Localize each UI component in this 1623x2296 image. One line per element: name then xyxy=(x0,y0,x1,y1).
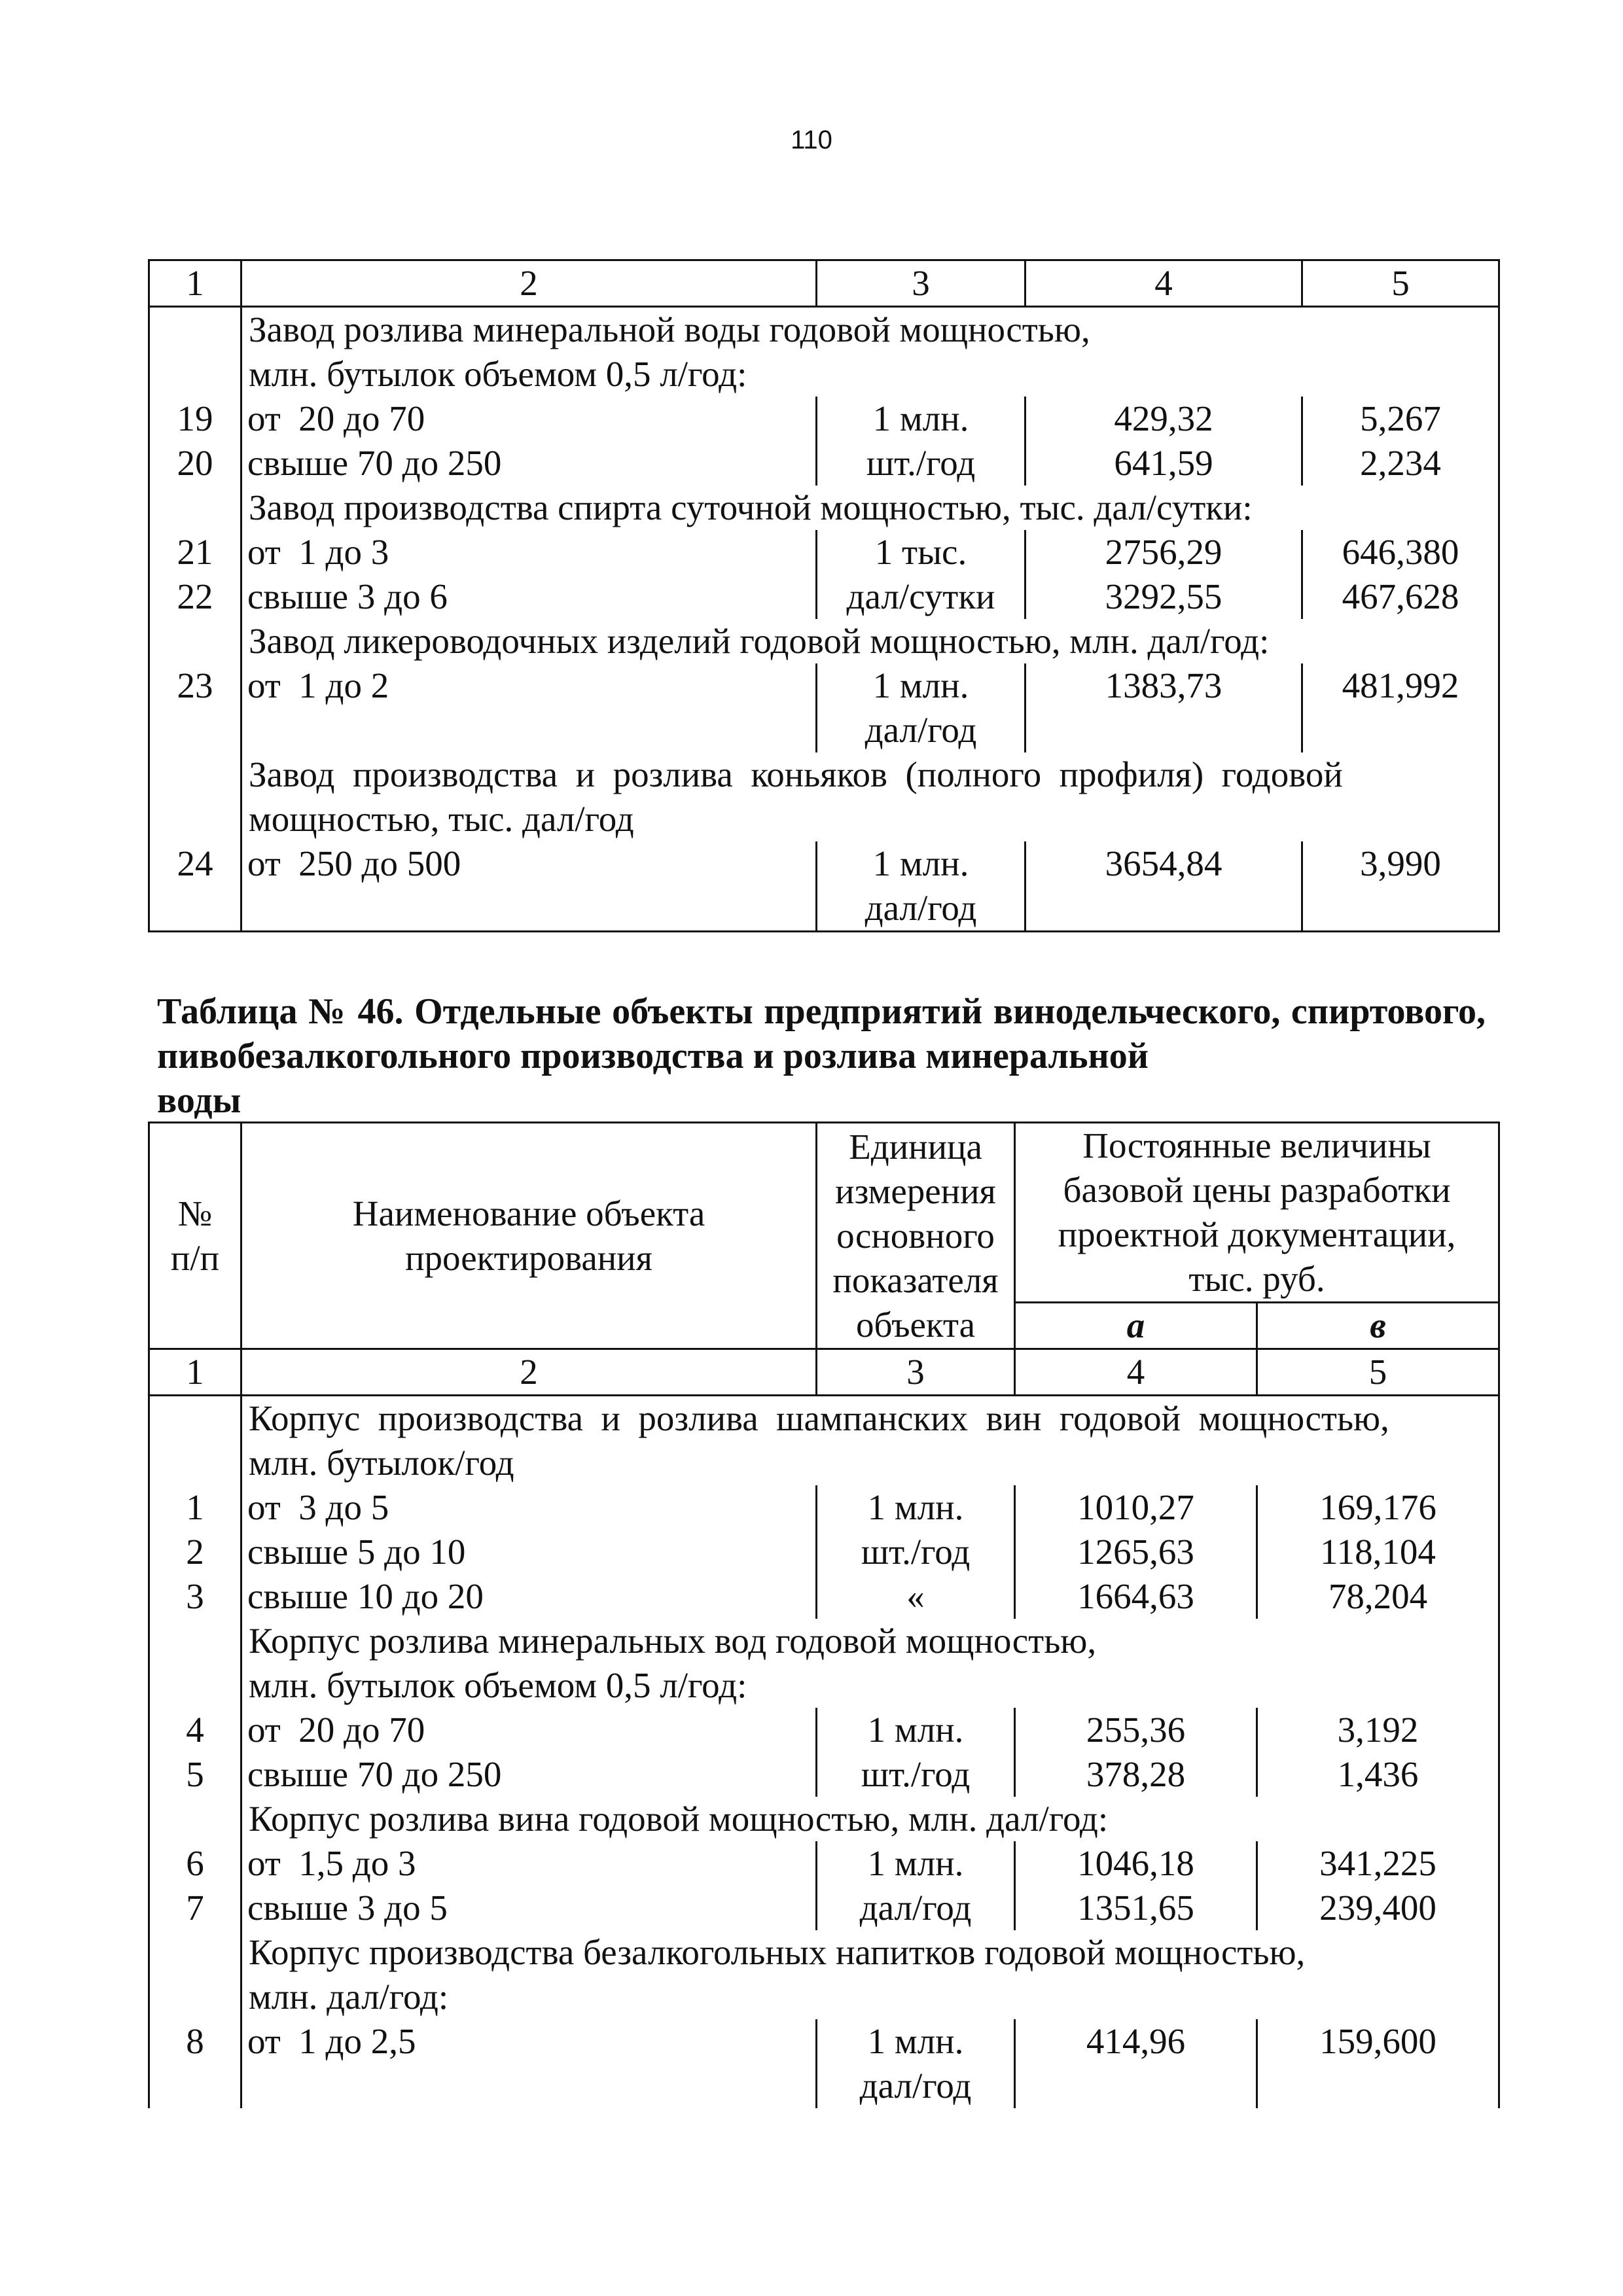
value-a: 378,28 xyxy=(1015,1752,1257,1797)
empty-cell xyxy=(149,307,241,353)
value-a xyxy=(1026,886,1302,932)
object-name: от 3 до 5 xyxy=(241,1485,817,1530)
value-a: 1664,63 xyxy=(1015,1574,1257,1619)
group-heading-row xyxy=(149,352,1499,397)
column-number: 4 xyxy=(1015,1349,1257,1396)
table-row xyxy=(149,1485,1499,1530)
column-number: 2 xyxy=(241,260,817,307)
row-number xyxy=(149,708,241,752)
table-row xyxy=(149,1752,1499,1797)
empty-cell xyxy=(149,1930,241,1975)
empty-cell xyxy=(149,352,241,397)
table-row xyxy=(149,397,1499,441)
object-name: свыше 70 до 250 xyxy=(241,441,817,486)
value-b: 3,990 xyxy=(1360,843,1441,883)
group-heading: млн. дал/год: xyxy=(249,1977,449,2017)
row-number: 4 xyxy=(149,1708,241,1752)
value-b: 2,234 xyxy=(1360,443,1441,483)
row-number: 2 xyxy=(149,1530,241,1574)
row-number: 6 xyxy=(149,1841,241,1886)
object-name xyxy=(241,2064,817,2108)
empty-cell xyxy=(149,797,241,841)
unit-cell: шт./год xyxy=(817,441,1026,486)
column-number: 3 xyxy=(817,260,1026,307)
unit-cell: дал/сутки xyxy=(817,574,1026,619)
column-number: 5 xyxy=(1302,260,1499,307)
value-b xyxy=(1302,886,1499,932)
object-name: от 1 до 3 xyxy=(241,530,817,574)
table-row xyxy=(149,530,1499,574)
value-a: 2756,29 xyxy=(1026,530,1302,574)
value-b: 118,104 xyxy=(1320,1532,1436,1572)
unit-cell: дал/год xyxy=(817,708,1026,752)
header-const: Постоянные величины базовой цены разработки проектной документации, тыс. руб. xyxy=(1015,1123,1499,1303)
object-name: от 20 до 70 xyxy=(241,1708,817,1752)
empty-cell xyxy=(149,486,241,530)
table-row xyxy=(149,886,1499,932)
header-b: в xyxy=(1370,1305,1386,1345)
value-a: 1046,18 xyxy=(1015,1841,1257,1886)
value-b: 169,176 xyxy=(1319,1487,1436,1527)
row-number: 23 xyxy=(149,663,241,708)
unit-cell: дал/год xyxy=(817,1886,1015,1930)
value-b: 481,992 xyxy=(1342,665,1459,705)
value-a: 3654,84 xyxy=(1026,841,1302,886)
object-name: от 250 до 500 xyxy=(241,841,817,886)
value-b: 646,380 xyxy=(1342,532,1459,572)
unit-cell: 1 тыс. xyxy=(817,530,1026,574)
unit-cell: 1 млн. xyxy=(817,1841,1015,1886)
row-number xyxy=(149,2064,241,2108)
unit-cell: шт./год xyxy=(817,1530,1015,1574)
column-number-row xyxy=(149,1349,1499,1396)
table-46-title-last: воды xyxy=(157,1080,241,1121)
value-a: 1383,73 xyxy=(1026,663,1302,708)
unit-cell: дал/год xyxy=(817,886,1026,932)
value-a: 1351,65 xyxy=(1015,1886,1257,1930)
group-heading: Завод ликероводочных изделий годовой мощностью, млн. дал/год: xyxy=(249,621,1270,661)
continued-table xyxy=(148,259,1500,932)
group-heading-row xyxy=(149,486,1499,530)
page-number: 110 xyxy=(791,126,832,154)
value-a: 1010,27 xyxy=(1015,1485,1257,1530)
table-row xyxy=(149,708,1499,752)
group-heading: Корпус производства и розлива шампанских вин годовой мощностью, xyxy=(249,1398,1389,1438)
value-a: 414,96 xyxy=(1015,2019,1257,2064)
column-number: 5 xyxy=(1257,1349,1499,1396)
header-row xyxy=(149,1123,1499,1303)
group-heading: млн. бутылок объемом 0,5 л/год: xyxy=(249,354,747,394)
header-unit: Единица измерения основного показателя объекта xyxy=(817,1123,1015,1349)
group-heading-row xyxy=(149,1396,1499,1441)
group-heading-row xyxy=(149,1930,1499,1975)
header-num: № п/п xyxy=(149,1123,241,1349)
empty-cell xyxy=(149,1663,241,1708)
table-row xyxy=(149,1886,1499,1930)
row-number: 21 xyxy=(149,530,241,574)
group-heading-row xyxy=(149,1975,1499,2019)
unit-cell: 1 млн. xyxy=(817,397,1026,441)
object-name: от 1 до 2,5 xyxy=(241,2019,817,2064)
row-number: 7 xyxy=(149,1886,241,1930)
value-b: 159,600 xyxy=(1319,2021,1436,2061)
value-a: 641,59 xyxy=(1026,441,1302,486)
header-a: а xyxy=(1015,1303,1257,1349)
group-heading: Корпус розлива минеральных вод годовой мощностью, xyxy=(249,1621,1097,1661)
row-number: 3 xyxy=(149,1574,241,1619)
empty-cell xyxy=(149,752,241,797)
table-row xyxy=(149,441,1499,486)
object-name: от 20 до 70 xyxy=(241,397,817,441)
group-heading: млн. бутылок объемом 0,5 л/год: xyxy=(249,1665,747,1705)
value-b xyxy=(1257,2064,1499,2108)
value-a xyxy=(1026,708,1302,752)
group-heading-row xyxy=(149,307,1499,353)
object-name: свыше 5 до 10 xyxy=(241,1530,817,1574)
group-heading-row xyxy=(149,752,1499,797)
table-row xyxy=(149,574,1499,619)
group-heading-row xyxy=(149,797,1499,841)
column-number: 2 xyxy=(241,1349,817,1396)
value-a: 255,36 xyxy=(1015,1708,1257,1752)
value-b xyxy=(1302,708,1499,752)
group-heading: Завод производства и розлива коньяков (полного профиля) годовой xyxy=(249,754,1343,794)
table-row xyxy=(149,2019,1499,2064)
column-number: 1 xyxy=(149,1349,241,1396)
object-name xyxy=(241,886,817,932)
unit-cell: « xyxy=(817,1574,1015,1619)
value-a: 429,32 xyxy=(1026,397,1302,441)
object-name: свыше 70 до 250 xyxy=(241,1752,817,1797)
group-heading-row xyxy=(149,619,1499,663)
unit-cell: 1 млн. xyxy=(817,663,1026,708)
object-name: свыше 3 до 5 xyxy=(241,1886,817,1930)
value-a xyxy=(1015,2064,1257,2108)
row-number: 22 xyxy=(149,574,241,619)
table-46-title-text: Таблица № 46. Отдельные объекты предприятий винодельческого, спиртового, пивобезалкогольного производства и розлива минеральной xyxy=(157,991,1486,1076)
row-number: 8 xyxy=(149,2019,241,2064)
table-row xyxy=(149,1530,1499,1574)
value-b: 239,400 xyxy=(1319,1888,1436,1928)
empty-cell xyxy=(149,1396,241,1441)
row-number: 20 xyxy=(149,441,241,486)
group-heading: мощностью, тыс. дал/год xyxy=(249,799,634,839)
group-heading: Корпус розлива вина годовой мощностью, млн. дал/год: xyxy=(249,1799,1109,1839)
unit-cell: 1 млн. xyxy=(817,1708,1015,1752)
value-a: 3292,55 xyxy=(1026,574,1302,619)
column-number: 4 xyxy=(1026,260,1302,307)
table-row xyxy=(149,1574,1499,1619)
value-b: 1,436 xyxy=(1337,1754,1419,1794)
table-46 xyxy=(148,1122,1500,2108)
table-row xyxy=(149,1841,1499,1886)
group-heading-row xyxy=(149,1663,1499,1708)
value-b: 5,267 xyxy=(1360,398,1441,438)
value-b: 341,225 xyxy=(1319,1843,1436,1883)
row-number: 19 xyxy=(149,397,241,441)
group-heading-row xyxy=(149,1441,1499,1485)
group-heading: млн. бутылок/год xyxy=(249,1443,514,1483)
object-name: свыше 3 до 6 xyxy=(241,574,817,619)
row-number: 24 xyxy=(149,841,241,886)
empty-cell xyxy=(149,1441,241,1485)
group-heading: Завод производства спирта суточной мощностью, тыс. дал/сутки: xyxy=(249,487,1253,527)
empty-cell xyxy=(149,1619,241,1663)
unit-cell: шт./год xyxy=(817,1752,1015,1797)
object-name: от 1 до 2 xyxy=(241,663,817,708)
empty-cell xyxy=(149,619,241,663)
empty-cell xyxy=(149,1797,241,1841)
value-a: 1265,63 xyxy=(1015,1530,1257,1574)
object-name: от 1,5 до 3 xyxy=(241,1841,817,1886)
column-number: 1 xyxy=(149,260,241,307)
row-number: 5 xyxy=(149,1752,241,1797)
object-name xyxy=(241,708,817,752)
table-row xyxy=(149,1708,1499,1752)
value-b: 78,204 xyxy=(1328,1576,1428,1616)
group-heading-row xyxy=(149,1619,1499,1663)
unit-cell: 1 млн. xyxy=(817,841,1026,886)
unit-cell: 1 млн. xyxy=(817,2019,1015,2064)
table-row xyxy=(149,2064,1499,2108)
table-row xyxy=(149,663,1499,708)
table-46-title xyxy=(157,989,1486,1123)
empty-cell xyxy=(149,1975,241,2019)
unit-cell: 1 млн. xyxy=(817,1485,1015,1530)
table-row xyxy=(149,841,1499,886)
group-heading-row xyxy=(149,1797,1499,1841)
group-heading: Завод розлива минеральной воды годовой мощностью, xyxy=(249,309,1090,349)
column-number-row xyxy=(149,260,1499,307)
group-heading: Корпус производства безалкогольных напитков годовой мощностью, xyxy=(249,1932,1306,1972)
value-b: 467,628 xyxy=(1342,576,1459,616)
row-number xyxy=(149,886,241,932)
object-name: свыше 10 до 20 xyxy=(241,1574,817,1619)
header-name: Наименование объекта проектирования xyxy=(241,1123,817,1349)
value-b: 3,192 xyxy=(1337,1710,1419,1750)
row-number: 1 xyxy=(149,1485,241,1530)
column-number: 3 xyxy=(817,1349,1015,1396)
unit-cell: дал/год xyxy=(817,2064,1015,2108)
